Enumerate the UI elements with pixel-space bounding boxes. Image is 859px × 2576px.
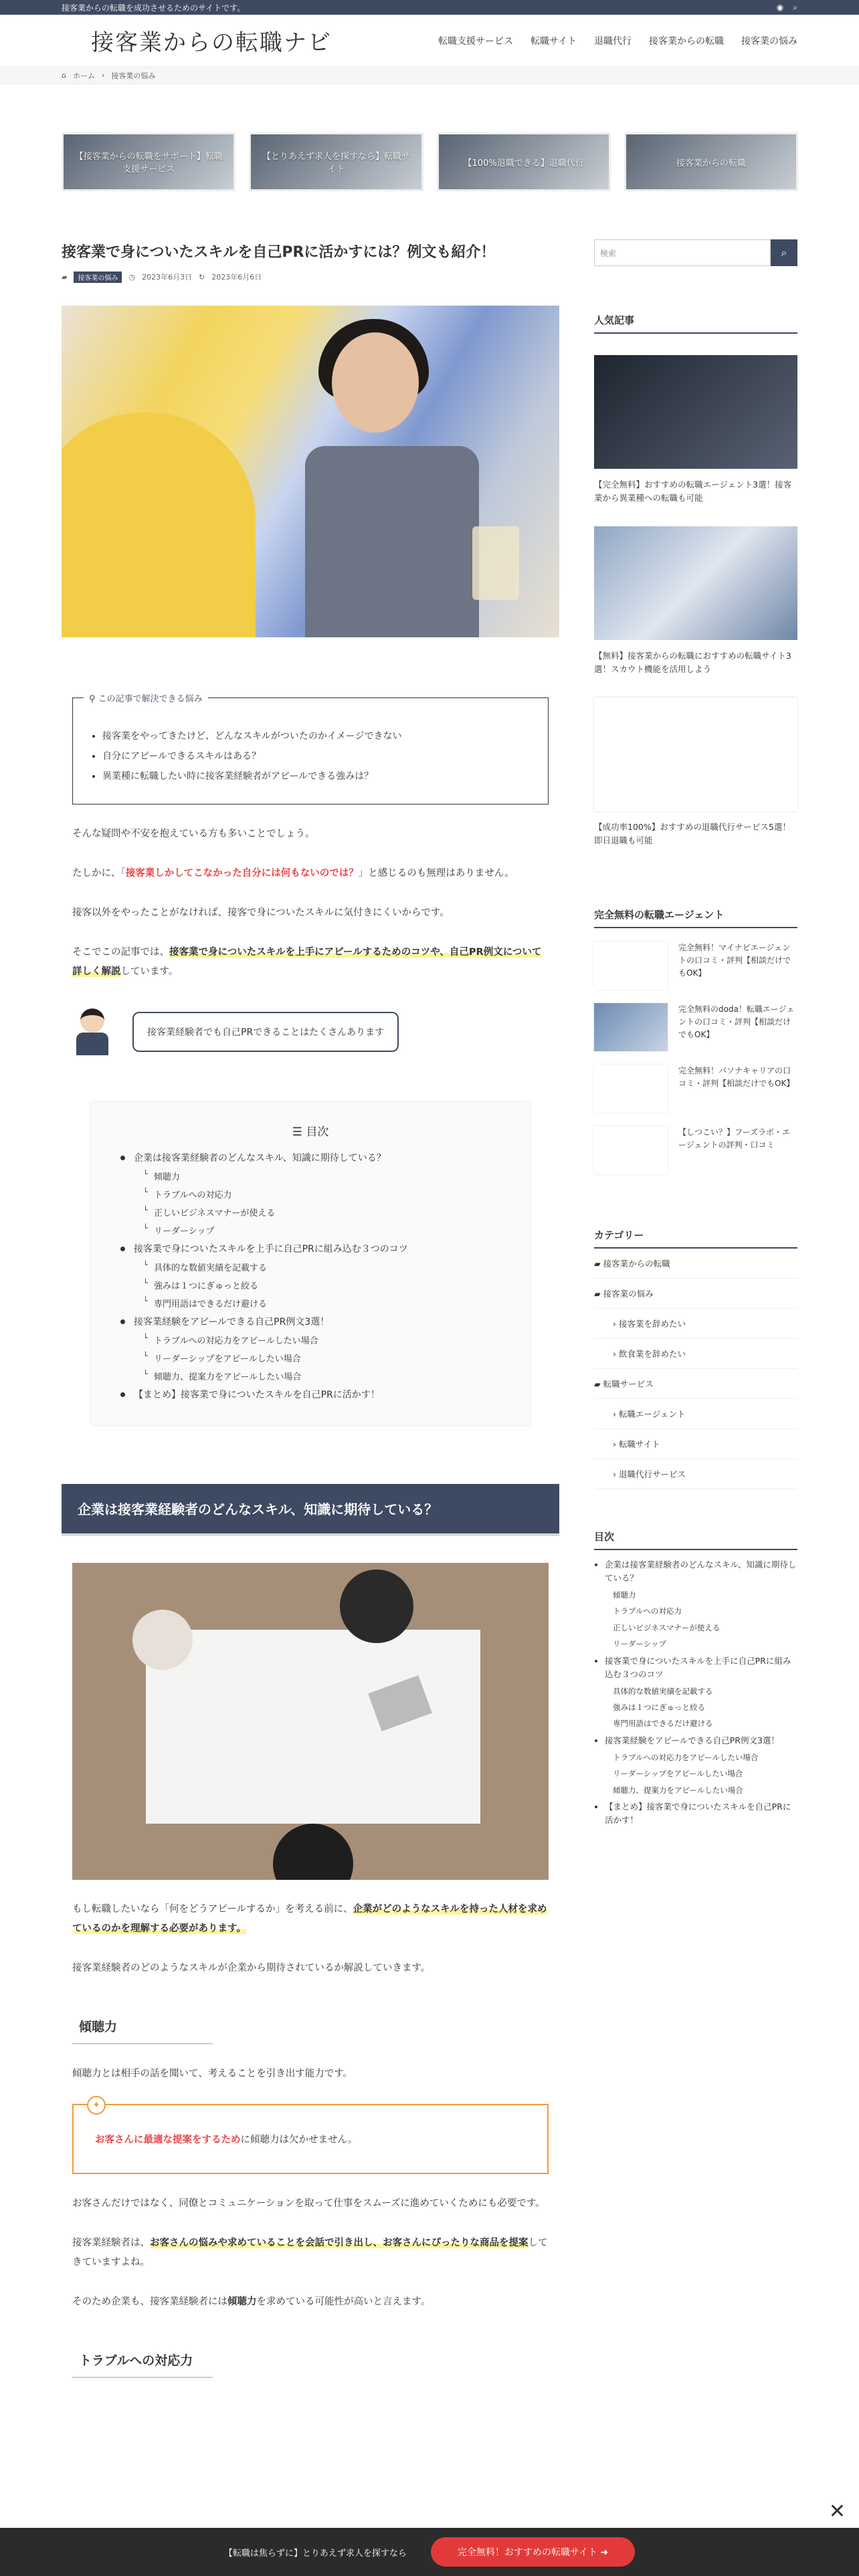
popular-caption[interactable]: 【成功率100%】おすすめの退職代行サービス5選！即日退職も可能 (594, 822, 791, 845)
category-label[interactable]: 接客業を辞めたい (618, 1319, 686, 1329)
sidebar-toc-link[interactable]: 企業は接客業経験者のどんなスキル、知識に期待している？ (605, 1560, 797, 1583)
text: を求めている可能性が高いと言えます。 (256, 2296, 431, 2307)
search-icon: ⌕ (781, 246, 787, 259)
sidebar-toc-subitem[interactable]: リーダーシップをアピールしたい場合 (613, 1769, 743, 1779)
breadcrumb (0, 67, 859, 84)
nav-item-nayami[interactable]: 接客業の悩み (741, 35, 797, 47)
paragraph (72, 2234, 549, 2272)
article-meta (62, 272, 559, 283)
breadcrumb-current[interactable]: 接客業の悩み (111, 71, 156, 80)
category-label[interactable]: 接客業の悩み (603, 1289, 654, 1299)
paragraph (72, 943, 549, 982)
chevron-right-icon: › (101, 71, 105, 80)
toc-item[interactable] (120, 1151, 500, 1237)
cta-button[interactable]: 完全無料！おすすめの転職サイト ➜ (431, 2537, 635, 2567)
home-icon: ⌂ (62, 71, 66, 80)
eyecatch-image (62, 306, 559, 637)
agent-item[interactable] (594, 942, 797, 990)
text: してきていますよね。 (72, 2237, 548, 2268)
toc-subitem[interactable]: └ 正しいビジネスマナーが使える (143, 1206, 500, 1218)
sidebar-toc-sublist (605, 1589, 797, 1650)
text: に傾聴力は欠かせません。 (240, 2134, 358, 2145)
toc-sublist (143, 1170, 500, 1237)
popular-item[interactable] (594, 526, 797, 676)
popular-caption[interactable]: 【無料】接客業からの転職におすすめの転職サイト3選！スカウト機能を活用しよう (594, 651, 791, 674)
sidebar (594, 239, 797, 1831)
text: たしかに、「 (72, 867, 126, 879)
text: そこでこの記事では、 (72, 946, 169, 958)
sidebar-toc-title: 目次 (594, 1529, 797, 1550)
search-input[interactable]: 検索 (594, 239, 771, 266)
nav-item-taishoku[interactable]: 退職代行 (594, 35, 632, 47)
sub-heading: 傾聴力 (72, 2017, 213, 2044)
pickup-banner[interactable] (624, 132, 798, 191)
toc-subitem[interactable]: └ 傾聴力、提案力をアピールしたい場合 (143, 1370, 500, 1382)
agent-item[interactable] (594, 1126, 797, 1174)
chevron-right-icon: › (613, 1409, 619, 1419)
popular-thumb (594, 697, 797, 811)
solve-title (84, 691, 208, 704)
agent-caption[interactable]: 完全無料！パソナキャリアの口コミ・評判【相談だけでもOK】 (678, 1066, 795, 1089)
text: そのため企業も、接客業経験者には (72, 2296, 227, 2307)
solve-title-text: この記事で解決できる悩み (98, 693, 203, 704)
category-title: カテゴリー (594, 1228, 797, 1249)
pin-icon: ⚲ (89, 693, 98, 704)
search-form (594, 239, 797, 266)
sidebar-toc-item[interactable] (605, 1558, 797, 1650)
sidebar-toc-subitem[interactable]: リーダーシップ (613, 1639, 667, 1649)
avatar (72, 1008, 112, 1055)
agent-thumb (594, 1003, 668, 1051)
sidebar-toc-sublist (605, 1751, 797, 1796)
paragraph: 傾聴力とは相手の話を聞いて、考えることを引き出す能力です。 (72, 2068, 353, 2079)
toc-link[interactable]: 接客業で身についたスキルを上手に自己PRに組み込む３つのコツ (134, 1243, 408, 1255)
table-of-contents (91, 1102, 530, 1425)
text: もし転職したいなら「何をどうアピールするか」を考える前に、 (72, 1903, 353, 1915)
pickup-label: 【接客業からの転職をサポート】転職支援サービス (74, 152, 223, 175)
toc-subitem[interactable]: └ トラブルへの対応力 (143, 1188, 500, 1200)
toc-subitem[interactable]: └ 専門用語はできるだけ避ける (143, 1297, 500, 1309)
popular-item[interactable] (594, 355, 797, 505)
sidebar-toc-link[interactable]: 【まとめ】接客業で身についたスキルを自己PRに活かす！ (605, 1801, 791, 1825)
category-label[interactable]: 転職サイト (618, 1439, 660, 1449)
lightbulb-icon: ✦ (87, 2096, 106, 2115)
category-label[interactable]: 接客業からの転職 (603, 1259, 670, 1269)
folder-icon: ▰ (62, 272, 68, 282)
toc-list (120, 1151, 500, 1401)
sidebar-toc-link[interactable]: 接客業経験をアピールできる自己PR例文3選！ (605, 1735, 779, 1745)
sidebar-toc-subitem[interactable]: 傾聴力 (613, 1590, 636, 1600)
sidebar-toc-link[interactable]: 接客業で身についたスキルを上手に自己PRに組み込む３つのコツ (605, 1655, 791, 1679)
article-title: 接客業で身についたスキルを自己PRに活かすには？例文も紹介！ (62, 244, 496, 261)
speech-balloon (72, 1008, 549, 1055)
toc-subitem[interactable]: └ リーダーシップをアピールしたい場合 (143, 1352, 500, 1364)
sidebar-toc-subitem[interactable]: 具体的な数値実績を記載する (613, 1686, 713, 1696)
category-label[interactable]: 退職代行サービス (618, 1469, 686, 1479)
folder-icon: ▰ (594, 1379, 603, 1389)
toc-link[interactable]: 接客業経験をアピールできる自己PR例文3選！ (134, 1316, 330, 1327)
bottom-cta-bar (0, 2528, 859, 2576)
top-bar (0, 0, 859, 15)
toc-link[interactable]: 【まとめ】接客業で身についたスキルを自己PRに活かす！ (134, 1389, 380, 1400)
search-button[interactable] (771, 239, 797, 266)
search-icon[interactable]: ⌕ (793, 2, 797, 12)
toc-item[interactable] (120, 1242, 500, 1309)
site-tagline: 接客業からの転職を成功させるためのサイトです。 (62, 3, 246, 13)
breadcrumb-home[interactable]: ホーム (72, 71, 95, 80)
popular-caption[interactable]: 【完全無料】おすすめの転職エージェント3選！接客業から異業種への転職も可能 (594, 479, 792, 503)
popular-item[interactable] (594, 697, 797, 847)
agent-caption[interactable]: 完全無料のdoda！転職エージェントの口コミ・評判【相談だけでもOK】 (678, 1004, 795, 1040)
section-heading: 企業は接客業経験者のどんなスキル、知識に期待している？ (62, 1484, 559, 1536)
close-icon[interactable]: ✕ (828, 2500, 846, 2523)
category-list (594, 1249, 797, 1489)
point-box (72, 2099, 549, 2174)
category-item[interactable] (594, 1399, 797, 1429)
category-label[interactable]: 転職エージェント (618, 1409, 686, 1419)
popular-title: 人気記事 (594, 313, 797, 334)
marker-text: 企業がどのようなスキルを持った人材を求めているのかを理解する必要があります。 (72, 1903, 547, 1934)
sidebar-toc-subitem[interactable]: 強みは１つにぎゅっと絞る (613, 1702, 705, 1712)
agent-thumb (594, 942, 668, 990)
nav-item-support[interactable]: 転職支援サービス (438, 35, 513, 47)
chevron-right-icon: › (613, 1469, 619, 1479)
paragraph (72, 1900, 549, 1939)
nav-item-site[interactable]: 転職サイト (530, 35, 577, 47)
agent-caption[interactable]: 【しつこい？】フーズラボ・エージェントの評判・口コミ (678, 1128, 791, 1150)
paragraph: お客さんだけではなく、同僚とコミュニケーションを取って仕事をスムーズに進めていくためにも必要です。 (72, 2197, 545, 2209)
sidebar-toc-item[interactable] (605, 1654, 797, 1730)
category-item[interactable] (594, 1339, 797, 1369)
sidebar-toc-item[interactable] (605, 1800, 797, 1827)
solve-item: • 接客業をやってきたけど、どんなスキルがついたのかイメージできない (102, 729, 532, 742)
text: 」と感じるのも無理はありません。 (358, 867, 514, 879)
solve-item: • 自分にアピールできるスキルはある？ (102, 749, 532, 762)
sidebar-toc-subitem[interactable]: トラブルへの対応力をアピールしたい場合 (613, 1752, 759, 1762)
list-icon: ☰ (292, 1125, 306, 1139)
category-label[interactable]: 転職サービス (603, 1379, 654, 1389)
marker-text: お客さんの悩みや求めていることを会話で引き出し、お客さんにぴったりな商品を提案 (150, 2237, 529, 2248)
agent-item[interactable] (594, 1065, 797, 1113)
chevron-right-icon: › (613, 1319, 619, 1329)
toc-subitem[interactable]: └ 具体的な数値実績を記載する (143, 1261, 500, 1273)
paragraph: そんな疑問や不安を抱えている方も多いことでしょう。 (72, 828, 315, 839)
folder-icon: ▰ (594, 1289, 603, 1299)
agent-thumb (594, 1126, 668, 1174)
published-date: 2023年6月3日 (142, 273, 193, 282)
sub-heading: トラブルへの対応力 (72, 2351, 213, 2378)
toc-subitem[interactable]: └ 傾聴力 (143, 1170, 500, 1182)
chevron-right-icon: › (613, 1349, 619, 1359)
text: 接客業経験者は、 (72, 2237, 150, 2248)
site-logo[interactable]: 接客業からの転職ナビ (91, 29, 332, 56)
category-label[interactable]: 飲食業を辞めたい (618, 1349, 686, 1359)
speech-text: 接客業経験者でも自己PRできることはたくさんあります (132, 1012, 399, 1052)
agent-item[interactable] (594, 1003, 797, 1051)
rss-icon[interactable]: ◉ (776, 2, 784, 12)
sidebar-toc (594, 1558, 797, 1827)
global-nav (438, 34, 797, 47)
agent-caption[interactable]: 完全無料！マイナビエージェントの口コミ・評判【相談だけでもOK】 (678, 943, 791, 978)
pickup-banner[interactable] (437, 132, 611, 191)
paragraph: 接客業経験者のどのようなスキルが企業から期待されているか解説していきます。 (72, 1962, 431, 1973)
toc-title (120, 1122, 500, 1139)
sidebar-toc-subitem[interactable]: 傾聴力、提案力をアピールしたい場合 (613, 1785, 743, 1795)
meeting-image (72, 1563, 549, 1880)
toc-item[interactable] (120, 1315, 500, 1382)
sidebar-toc-list (594, 1558, 797, 1827)
sidebar-toc-sublist (605, 1685, 797, 1730)
updated-date: 2023年6月6日 (211, 273, 262, 282)
marker-text: 接客業で身についたスキルを上手にアピールするためのコツや、自己PR例文について詳しく解説 (72, 946, 542, 977)
popular-thumb (594, 355, 797, 469)
toc-subitem[interactable]: └ トラブルへの対応力をアピールしたい場合 (143, 1333, 500, 1346)
bold-text: 傾聴力 (227, 2296, 257, 2307)
red-text: 接客業しかしてこなかった自分には何もないのでは？ (125, 867, 359, 879)
toc-link[interactable]: 企業は接客業経験者のどんなスキル、知識に期待している？ (134, 1152, 386, 1164)
cta-message: 【転職は焦らずに】とりあえず求人を探すなら (223, 2548, 407, 2559)
solve-item: • 異業種に転職したい時に接客業経験者がアピールできる強みは？ (102, 769, 532, 782)
category-item[interactable] (594, 1249, 797, 1279)
clock-icon: ◷ (128, 272, 136, 282)
category-item[interactable] (594, 1459, 797, 1489)
category-item[interactable] (594, 1369, 797, 1399)
solve-box (72, 693, 549, 804)
agent-title: 完全無料の転職エージェント (594, 907, 797, 928)
pickup-banner[interactable] (249, 132, 423, 191)
toc-sublist (143, 1261, 500, 1309)
pickup-label: 【とりあえず求人を探すなら】転職サイト (262, 152, 410, 175)
refresh-icon: ↻ (199, 272, 205, 282)
chevron-right-icon: › (613, 1439, 619, 1449)
agent-thumb (594, 1065, 668, 1113)
toc-title-text: 目次 (306, 1125, 329, 1139)
paragraph (72, 2292, 549, 2312)
popular-thumb (594, 526, 797, 640)
folder-icon: ▰ (594, 1259, 603, 1269)
pickup-label: 【100%退職できる】退職代行 (463, 158, 584, 169)
pickup-label: 接客業からの転職 (676, 158, 746, 169)
article (62, 242, 559, 2378)
sidebar-toc-item[interactable] (605, 1734, 797, 1796)
pickup-banner[interactable] (62, 132, 235, 191)
category-item[interactable] (594, 1279, 797, 1309)
pickup-banners (62, 132, 798, 191)
category-item[interactable] (594, 1309, 797, 1339)
sidebar-toc-subitem[interactable]: トラブルへの対応力 (613, 1606, 682, 1616)
paragraph (72, 864, 549, 883)
category-item[interactable] (594, 1429, 797, 1459)
red-text: お客さんに最適な提案をするため (95, 2134, 241, 2145)
category-badge[interactable]: 接客業の悩み (74, 272, 122, 283)
sidebar-toc-subitem[interactable]: 専門用語はできるだけ避ける (613, 1719, 713, 1729)
site-header (0, 15, 859, 67)
sidebar-toc-subitem[interactable]: 正しいビジネスマナーが使える (613, 1622, 721, 1632)
paragraph: 接客以外をやったことがなければ、接客で身についたスキルに気付きにくいからです。 (72, 907, 450, 918)
toc-subitem[interactable]: └ 強みは１つにぎゅっと絞る (143, 1279, 500, 1291)
toc-item[interactable] (120, 1388, 500, 1401)
nav-item-tenshoku[interactable]: 接客業からの転職 (649, 35, 724, 47)
toc-subitem[interactable]: └ リーダーシップ (143, 1224, 500, 1237)
text: しています。 (120, 966, 179, 977)
toc-sublist (143, 1333, 500, 1382)
